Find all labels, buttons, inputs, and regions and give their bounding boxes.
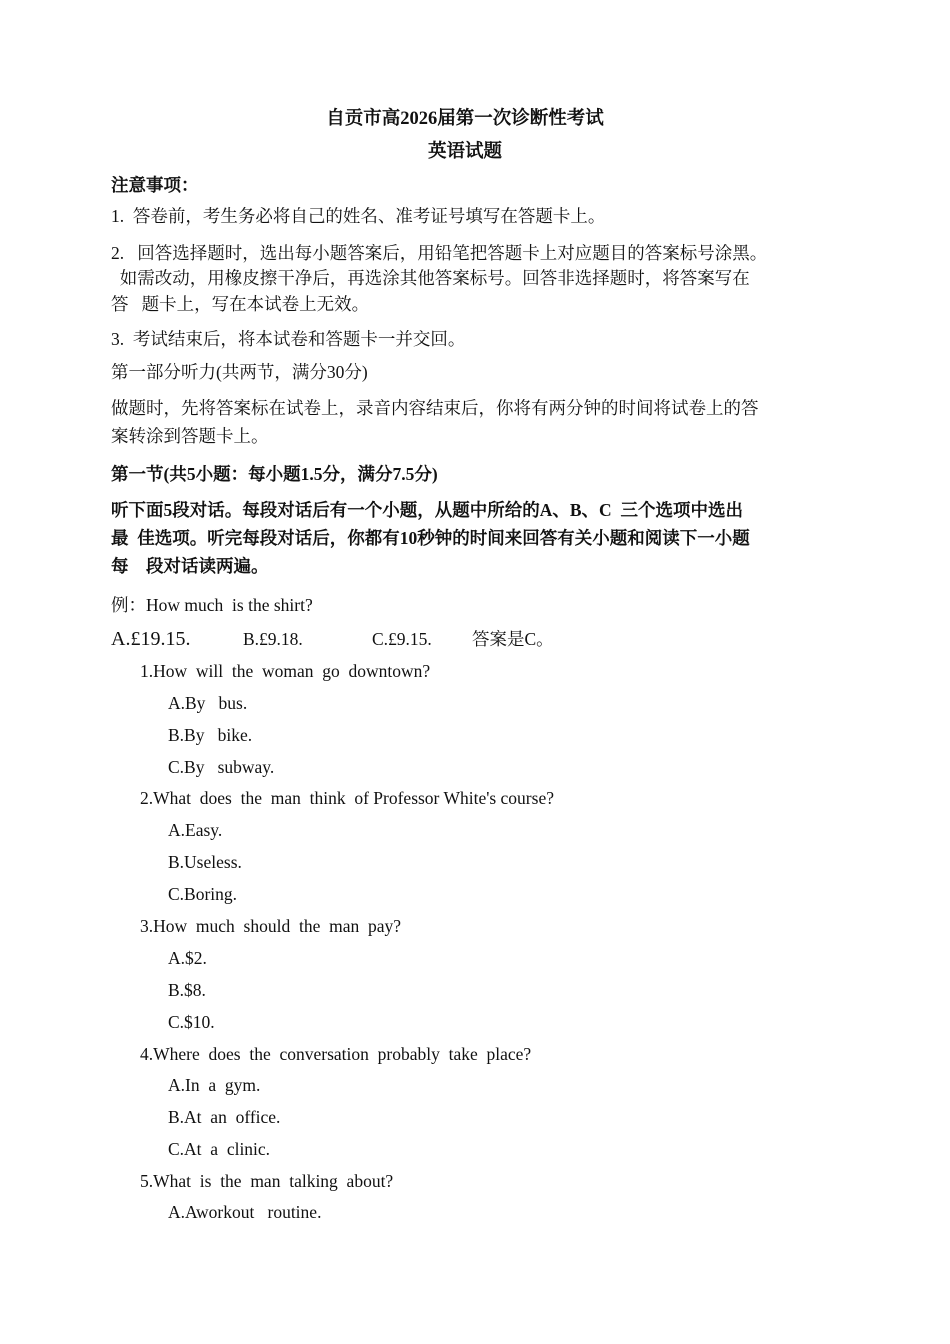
question-4-option-a: A.In a gym. (168, 1075, 261, 1095)
question-1: 1.How will the woman go downtown? (140, 661, 431, 681)
part1-heading: 第一部分听力(共两节，满分30分) (111, 362, 368, 382)
question-3: 3.How much should the man pay? (140, 916, 401, 936)
question-3-option-c: C.$10. (168, 1012, 215, 1032)
part1-instruction-line-1: 做题时，先将答案标在试卷上，录音内容结束后，你将有两分钟的时间将试卷上的答 (111, 398, 759, 418)
question-2: 2.What does the man think of Professor White's course? (140, 788, 554, 808)
example-option-c: C.£9.15. (372, 629, 432, 649)
question-3-option-b: B.$8. (168, 980, 206, 1000)
question-2-option-b: B.Useless. (168, 852, 242, 872)
example-question: 例：How much is the shirt? (111, 595, 313, 615)
question-3-option-a: A.$2. (168, 948, 207, 968)
question-2-option-c: C.Boring. (168, 884, 238, 904)
question-1-option-c: C.By subway. (168, 757, 275, 777)
section1-instruction-line-1: 听下面5段对话。每段对话后有一个小题，从题中所给的A、B、C 三个选项中选出 (111, 500, 743, 520)
notice-item-1: 1. 答卷前，考生务必将自己的姓名、准考证号填写在答题卡上。 (111, 206, 606, 226)
question-5: 5.What is the man talking about? (140, 1171, 394, 1191)
example-answer: 答案是C。 (472, 629, 554, 649)
exam-title: 自贡市高2026届第一次诊断性考试 (326, 109, 604, 129)
notice-item-2-line-3: 答 题卡上，写在本试卷上无效。 (111, 294, 370, 314)
notice-heading: 注意事项： (111, 175, 199, 195)
section1-heading: 第一节(共5小题：每小题1.5分，满分7.5分) (111, 464, 438, 484)
section1-instruction-line-2: 最 佳选项。听完每段对话后，你都有10秒钟的时间来回答有关小题和阅读下一小题 (111, 528, 750, 548)
question-5-option-a: A.Aworkout routine. (168, 1202, 322, 1222)
part1-instruction-line-2: 案转涂到答题卡上。 (111, 426, 269, 446)
notice-item-2-line-1: 2. 回答选择题时，选出每小题答案后，用铅笔把答题卡上对应题目的答案标号涂黑。 (111, 243, 768, 263)
question-4-option-c: C.At a clinic. (168, 1139, 271, 1159)
notice-item-3: 3. 考试结束后，将本试卷和答题卡一并交回。 (111, 329, 466, 349)
exam-subject: 英语试题 (427, 142, 502, 162)
question-4-option-b: B.At an office. (168, 1107, 281, 1127)
example-option-a: A.£19.15. (111, 628, 191, 650)
example-option-b: B.£9.18. (243, 629, 303, 649)
question-1-option-a: A.By bus. (168, 693, 248, 713)
question-2-option-a: A.Easy. (168, 820, 223, 840)
section1-instruction-line-3: 每 段对话读两遍。 (111, 556, 269, 576)
notice-item-2-line-2: 如需改动，用橡皮擦干净后，再选涂其他答案标号。回答非选择题时，将答案写在 (111, 268, 750, 288)
question-4: 4.Where does the conversation probably take place? (140, 1044, 532, 1064)
question-1-option-b: B.By bike. (168, 725, 253, 745)
